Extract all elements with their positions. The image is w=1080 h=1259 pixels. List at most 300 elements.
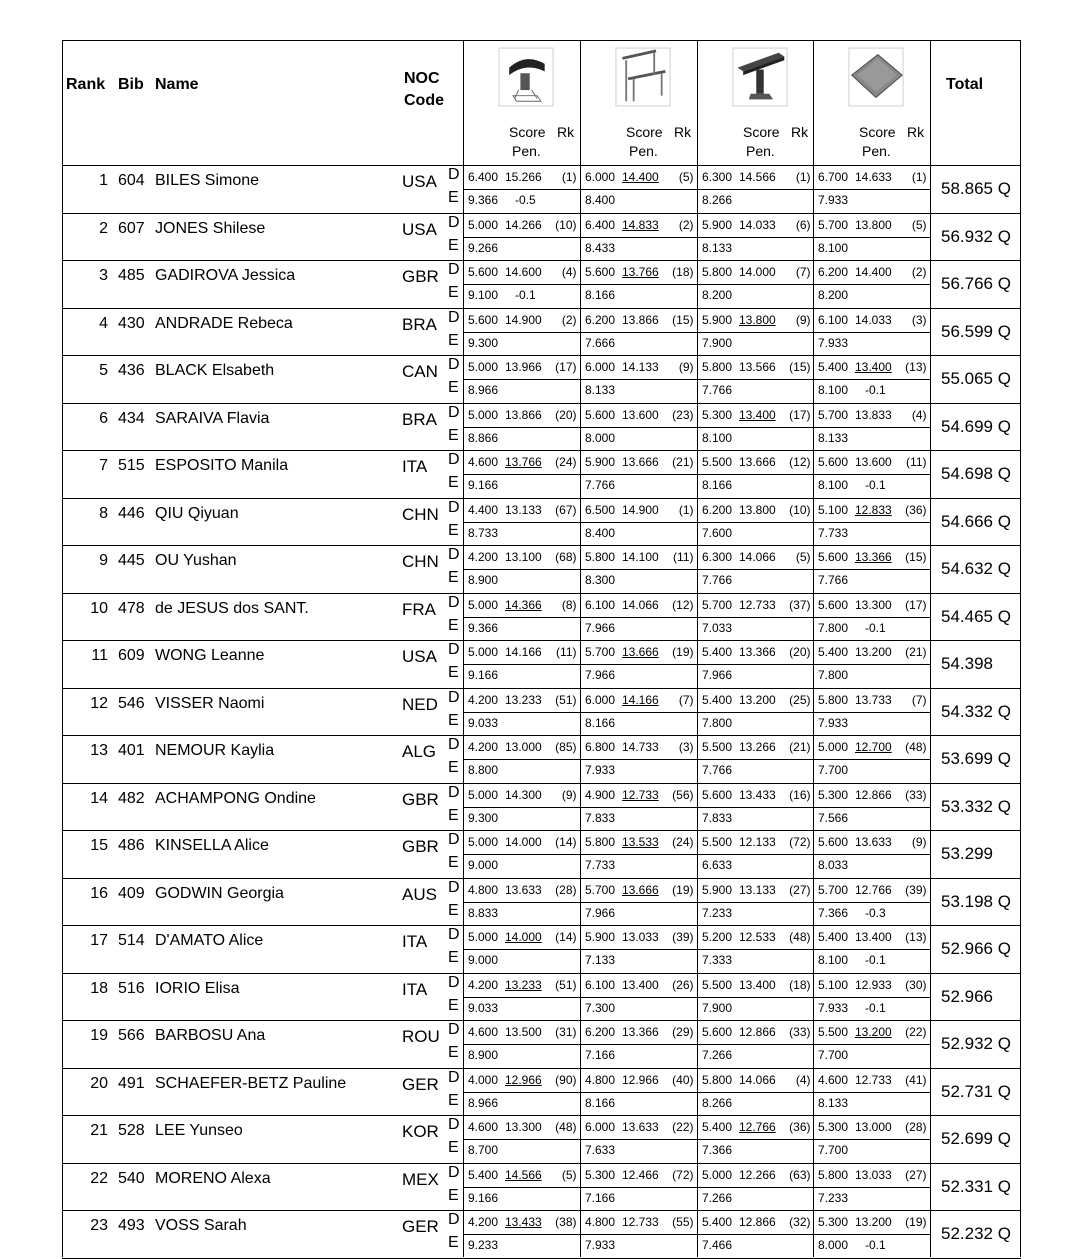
score: 13.666	[622, 882, 659, 897]
athlete-name: QIU Qiyuan	[155, 504, 239, 522]
d-score: 5.000	[468, 645, 499, 659]
apparatus-rank: (37)	[789, 597, 811, 612]
apparatus-rank: (5)	[561, 1167, 577, 1182]
cell-mid-line	[813, 1234, 930, 1235]
cell-mid-line	[813, 1092, 930, 1093]
score: 13.766	[622, 265, 659, 279]
cell-mid-line	[697, 1234, 814, 1235]
score: 14.300	[505, 787, 542, 802]
cell-mid-line	[697, 332, 814, 333]
score: 14.833	[622, 217, 659, 232]
apparatus-rank: (3)	[678, 740, 694, 754]
cell-mid-line	[463, 1092, 580, 1093]
d-score-label: D	[448, 973, 460, 991]
d-score: 4.200	[468, 740, 499, 754]
e-score-label: E	[448, 236, 459, 254]
cell-mid-line	[697, 854, 814, 855]
cell-mid-line	[463, 284, 580, 285]
rank-cell: 3	[99, 267, 108, 284]
table-row	[62, 689, 1021, 737]
d-score: 6.100	[585, 977, 616, 992]
rank-cell: 9	[99, 552, 108, 569]
cell-mid-line	[813, 522, 930, 523]
apparatus-rank: (21)	[672, 455, 694, 469]
score: 13.600	[855, 455, 892, 469]
d-score: 5.900	[702, 217, 733, 232]
rank-cell: 16	[90, 884, 108, 902]
score: 12.866	[855, 787, 892, 802]
cell-mid-line	[580, 664, 697, 665]
apparatus-rank: (68)	[555, 550, 577, 564]
cell-mid-line	[580, 189, 697, 190]
cell-mid-line	[463, 237, 580, 238]
rk-label: Rk	[907, 124, 925, 140]
cell-mid-line	[463, 1139, 580, 1140]
d-score: 6.500	[585, 502, 616, 517]
e-score: 9.300	[468, 335, 499, 350]
e-score-label: E	[448, 474, 459, 491]
e-score-label: E	[448, 711, 459, 729]
bib-cell: 493	[118, 1217, 145, 1234]
e-score: 7.700	[818, 1048, 849, 1062]
d-score: 5.400	[702, 692, 733, 707]
total-score: 56.932 Q	[941, 226, 1011, 246]
apparatus-rank: (15)	[905, 550, 927, 564]
apparatus-rank: (19)	[672, 645, 694, 659]
d-score: 5.400	[818, 360, 849, 374]
e-score: 8.166	[585, 288, 616, 302]
pen-label: Pen.	[512, 143, 541, 159]
d-score-label: D	[448, 403, 460, 421]
score: 13.533	[622, 835, 659, 849]
score: 13.400	[739, 407, 776, 422]
e-score: 8.966	[468, 383, 499, 397]
apparatus-rank: (15)	[672, 312, 694, 327]
d-score: 5.400	[468, 1167, 499, 1182]
cell-mid-line	[697, 427, 814, 428]
apparatus-rank: (3)	[911, 312, 927, 327]
d-score: 5.000	[468, 597, 499, 612]
score: 13.400	[739, 977, 776, 992]
e-score: 9.166	[468, 668, 499, 682]
noc-code: ITA	[402, 932, 428, 951]
cell-mid-line	[697, 1044, 814, 1045]
score: 12.766	[855, 882, 892, 897]
d-score-label: D	[448, 783, 460, 801]
e-score-label: E	[448, 806, 459, 824]
d-score: 5.000	[468, 217, 499, 232]
e-score: 7.166	[585, 1048, 616, 1062]
bib-cell: 445	[118, 552, 145, 569]
cell-mid-line	[813, 759, 930, 760]
apparatus-rank: (13)	[905, 360, 927, 374]
cell-mid-line	[580, 949, 697, 950]
cell-mid-line	[813, 237, 930, 238]
noc-code: ROU	[402, 1027, 440, 1046]
cell-mid-line	[463, 474, 580, 475]
apparatus-header-4	[813, 40, 930, 166]
table-row	[62, 594, 1021, 642]
score: 12.833	[855, 502, 892, 517]
score: 12.933	[855, 977, 892, 992]
cell-mid-line	[463, 949, 580, 950]
cell-mid-line	[697, 997, 814, 998]
apparatus-header-3	[697, 40, 814, 166]
apparatus-rank: (72)	[789, 835, 811, 849]
e-score: 6.633	[702, 858, 733, 872]
d-score: 5.600	[818, 550, 849, 564]
score: 14.400	[855, 265, 892, 279]
e-score: 7.266	[702, 1190, 733, 1205]
d-score: 5.600	[702, 1025, 733, 1039]
d-score: 5.700	[585, 882, 616, 897]
apparatus-rank: (24)	[672, 835, 694, 849]
total-score: 53.299	[941, 844, 993, 863]
e-score: 8.900	[468, 573, 499, 587]
athlete-name: KINSELLA Alice	[155, 837, 269, 854]
total-score: 52.232 Q	[941, 1224, 1011, 1243]
e-score: 7.966	[585, 905, 616, 920]
score: 13.000	[505, 740, 542, 754]
score: 14.900	[505, 312, 542, 327]
score: 12.733	[622, 787, 659, 802]
penalty: -0.1	[865, 620, 886, 635]
cell-mid-line	[697, 189, 814, 190]
score: 12.133	[739, 835, 776, 849]
e-score-label: E	[448, 1044, 459, 1061]
total-score: 54.465 Q	[941, 606, 1011, 626]
d-score: 5.800	[585, 550, 616, 564]
d-score: 5.500	[818, 1025, 849, 1039]
score: 13.866	[505, 407, 542, 422]
score: 13.866	[622, 312, 659, 327]
e-score: 8.166	[585, 715, 616, 730]
apparatus-rank: (1)	[678, 502, 694, 517]
table-row	[62, 499, 1021, 547]
cell-mid-line	[813, 284, 930, 285]
athlete-name: IORIO Elisa	[155, 979, 240, 997]
floor-icon	[848, 45, 904, 114]
e-score: 7.633	[585, 1143, 616, 1157]
d-score-label: D	[448, 1211, 460, 1228]
cell-mid-line	[463, 1234, 580, 1235]
d-score-label: D	[448, 1163, 460, 1181]
apparatus-rank: (36)	[905, 502, 927, 517]
d-score-label: D	[448, 831, 460, 848]
header-total: Total	[946, 76, 984, 93]
apparatus-rank: (6)	[795, 217, 811, 232]
table-row	[62, 1116, 1021, 1164]
score: 13.300	[855, 597, 892, 612]
bib-cell: 436	[118, 362, 145, 379]
cell-mid-line	[580, 1234, 697, 1235]
e-score: 8.100	[818, 240, 849, 255]
total-score: 54.332 Q	[941, 701, 1011, 721]
d-score: 5.400	[702, 1120, 733, 1134]
score: 13.366	[855, 550, 892, 564]
e-score: 7.800	[818, 668, 849, 682]
apparatus-rank: (10)	[789, 502, 811, 517]
e-score: 8.166	[702, 478, 733, 492]
apparatus-rank: (21)	[789, 740, 811, 754]
cell-mid-line	[813, 617, 930, 618]
d-score: 5.300	[702, 407, 733, 422]
score-label: Score	[509, 124, 546, 140]
vault-icon	[498, 45, 554, 114]
d-score: 4.600	[468, 1120, 499, 1134]
bib-cell: 607	[118, 219, 145, 237]
uneven-bars-icon	[615, 45, 671, 114]
e-score: 8.100	[818, 383, 849, 397]
d-score-label: D	[448, 593, 460, 611]
apparatus-rank: (56)	[672, 787, 694, 802]
cell-mid-line	[580, 427, 697, 428]
cell-mid-line	[580, 522, 697, 523]
d-score: 6.200	[702, 502, 733, 517]
score: 13.366	[739, 645, 776, 659]
noc-code: NED	[402, 694, 438, 714]
score: 12.866	[739, 1215, 776, 1229]
score: 14.900	[622, 502, 659, 517]
pen-label: Pen.	[862, 143, 891, 159]
d-score: 4.800	[468, 882, 499, 897]
total-score: 54.699 Q	[941, 416, 1011, 436]
rank-cell: 13	[90, 742, 108, 759]
e-score: 8.000	[585, 430, 616, 445]
bib-cell: 566	[118, 1027, 145, 1044]
d-score: 5.900	[702, 882, 733, 897]
e-score: 8.400	[585, 525, 616, 540]
apparatus-rank: (18)	[789, 977, 811, 992]
rank-cell: 10	[90, 599, 108, 617]
apparatus-rank: (11)	[556, 645, 577, 659]
noc-code: CHN	[402, 504, 439, 524]
noc-code: FRA	[402, 599, 436, 619]
e-score: 9.366	[468, 620, 499, 635]
bib-cell: 609	[118, 647, 145, 664]
cell-mid-line	[580, 474, 697, 475]
apparatus-rank: (14)	[555, 835, 577, 849]
cell-mid-line	[463, 902, 580, 903]
apparatus-rank: (4)	[561, 265, 577, 279]
athlete-name: VOSS Sarah	[155, 1217, 247, 1234]
apparatus-rank: (14)	[555, 930, 577, 944]
score: 12.466	[622, 1167, 659, 1182]
athlete-name: de JESUS dos SANT.	[155, 599, 309, 617]
e-score: 7.766	[702, 573, 733, 587]
bib-cell: 446	[118, 504, 145, 522]
score: 13.200	[855, 645, 892, 659]
d-score: 5.900	[702, 312, 733, 327]
bib-cell: 516	[118, 979, 145, 997]
d-score: 5.700	[585, 645, 616, 659]
score: 13.566	[739, 360, 776, 374]
d-score: 5.600	[468, 265, 499, 279]
table-row	[62, 261, 1021, 309]
penalty: -0.1	[515, 288, 536, 302]
apparatus-rank: (24)	[555, 455, 577, 469]
score: 13.433	[505, 1215, 542, 1229]
cell-mid-line	[463, 569, 580, 570]
penalty: -0.3	[865, 905, 886, 920]
score: 12.533	[739, 930, 776, 944]
d-score: 4.200	[468, 1215, 499, 1229]
cell-mid-line	[813, 712, 930, 713]
apparatus-rank: (11)	[906, 455, 927, 469]
cell-mid-line	[580, 712, 697, 713]
e-score: 8.800	[468, 763, 499, 777]
bib-cell: 540	[118, 1169, 145, 1187]
cell-mid-line	[463, 379, 580, 380]
d-score: 4.800	[585, 1215, 616, 1229]
cell-mid-line	[813, 189, 930, 190]
table-row	[62, 831, 1021, 879]
cell-mid-line	[697, 902, 814, 903]
penalty: -0.1	[865, 478, 886, 492]
cell-mid-line	[697, 949, 814, 950]
score: 14.166	[622, 692, 659, 707]
e-score: 7.800	[702, 715, 733, 730]
table-row	[62, 879, 1021, 927]
bib-cell: 485	[118, 267, 145, 284]
apparatus-header-2	[580, 40, 697, 166]
apparatus-rank: (23)	[672, 407, 694, 422]
cell-mid-line	[813, 332, 930, 333]
rank-cell: 8	[99, 504, 108, 522]
d-score: 5.600	[585, 265, 616, 279]
apparatus-rank: (18)	[672, 265, 694, 279]
apparatus-rank: (2)	[911, 265, 927, 279]
e-score: 8.266	[702, 193, 733, 207]
score: 14.000	[739, 265, 776, 279]
d-score: 5.900	[585, 930, 616, 944]
total-score: 53.332 Q	[941, 796, 1011, 816]
d-score: 5.000	[818, 740, 849, 754]
apparatus-rank: (32)	[789, 1215, 811, 1229]
noc-code: BRA	[402, 409, 437, 429]
cell-mid-line	[697, 237, 814, 238]
e-score: 7.600	[702, 525, 733, 540]
e-score: 7.700	[818, 763, 849, 777]
cell-mid-line	[463, 854, 580, 855]
apparatus-rank: (20)	[789, 645, 811, 659]
d-score: 5.400	[702, 1215, 733, 1229]
e-score-label: E	[448, 616, 459, 634]
noc-code: GER	[402, 1217, 439, 1236]
score: 12.733	[622, 1215, 659, 1229]
cell-mid-line	[580, 997, 697, 998]
cell-mid-line	[697, 1092, 814, 1093]
e-score: 7.766	[585, 478, 616, 492]
rank-cell: 14	[90, 789, 108, 807]
noc-code: CAN	[402, 362, 438, 381]
e-score-label: E	[448, 759, 459, 776]
score: 13.666	[622, 645, 659, 659]
total-score: 58.865 Q	[941, 179, 1011, 198]
cell-mid-line	[463, 807, 580, 808]
athlete-name: JONES Shilese	[155, 219, 266, 237]
cell-mid-line	[580, 1092, 697, 1093]
apparatus-rank: (72)	[672, 1167, 694, 1182]
cell-mid-line	[697, 759, 814, 760]
total-score: 52.331 Q	[941, 1176, 1011, 1196]
score: 13.766	[505, 455, 542, 469]
score: 14.033	[855, 312, 892, 327]
cell-mid-line	[813, 949, 930, 950]
apparatus-rank: (48)	[789, 930, 811, 944]
score: 13.400	[855, 360, 892, 374]
e-score: 7.900	[702, 1000, 733, 1015]
score: 13.200	[855, 1025, 892, 1039]
score: 13.133	[739, 882, 776, 897]
table-row	[62, 166, 1021, 214]
table-row	[62, 404, 1021, 452]
d-score: 4.600	[468, 455, 499, 469]
rank-cell: 21	[90, 1122, 108, 1139]
apparatus-rank: (4)	[795, 1072, 811, 1087]
apparatus-rank: (40)	[672, 1072, 694, 1087]
apparatus-rank: (17)	[789, 407, 811, 422]
score: 13.000	[855, 1120, 892, 1134]
d-score: 5.700	[818, 407, 849, 422]
d-score: 6.000	[585, 360, 616, 374]
bib-cell: 401	[118, 742, 145, 759]
table-row	[62, 926, 1021, 974]
cell-mid-line	[580, 332, 697, 333]
e-score: 9.033	[468, 1000, 499, 1015]
d-score: 5.600	[585, 407, 616, 422]
table-row	[62, 784, 1021, 832]
apparatus-rank: (1)	[561, 170, 577, 184]
bib-cell: 434	[118, 409, 145, 427]
apparatus-rank: (51)	[555, 977, 577, 992]
apparatus-rank: (85)	[555, 740, 577, 754]
header-rank: Rank	[66, 76, 106, 93]
d-score-label: D	[448, 688, 460, 706]
athlete-name: ESPOSITO Manila	[155, 457, 289, 474]
apparatus-rank: (7)	[795, 265, 811, 279]
score: 14.000	[505, 835, 542, 849]
d-score: 5.800	[702, 265, 733, 279]
d-score: 5.000	[702, 1167, 733, 1182]
cell-mid-line	[580, 807, 697, 808]
d-score-label: D	[448, 308, 460, 326]
rank-cell: 20	[90, 1074, 108, 1092]
cell-mid-line	[697, 569, 814, 570]
rk-label: Rk	[557, 124, 575, 140]
cell-mid-line	[697, 522, 814, 523]
score: 14.066	[622, 597, 659, 612]
score: 13.133	[505, 502, 542, 517]
score: 13.400	[855, 930, 892, 944]
e-score: 7.833	[702, 810, 733, 825]
apparatus-rank: (9)	[795, 312, 811, 327]
score: 12.733	[855, 1072, 892, 1087]
cell-mid-line	[463, 1044, 580, 1045]
score: 13.200	[855, 1215, 892, 1229]
score: 13.266	[739, 740, 776, 754]
e-score: 8.133	[818, 1095, 849, 1110]
d-score-label: D	[448, 546, 460, 563]
cell-mid-line	[813, 997, 930, 998]
e-score: 7.833	[585, 810, 616, 825]
cell-mid-line	[463, 332, 580, 333]
apparatus-rank: (90)	[555, 1072, 577, 1087]
d-score: 4.400	[468, 502, 499, 517]
d-score: 5.700	[702, 597, 733, 612]
penalty: -0.1	[865, 1000, 886, 1015]
score-label: Score	[743, 124, 780, 140]
